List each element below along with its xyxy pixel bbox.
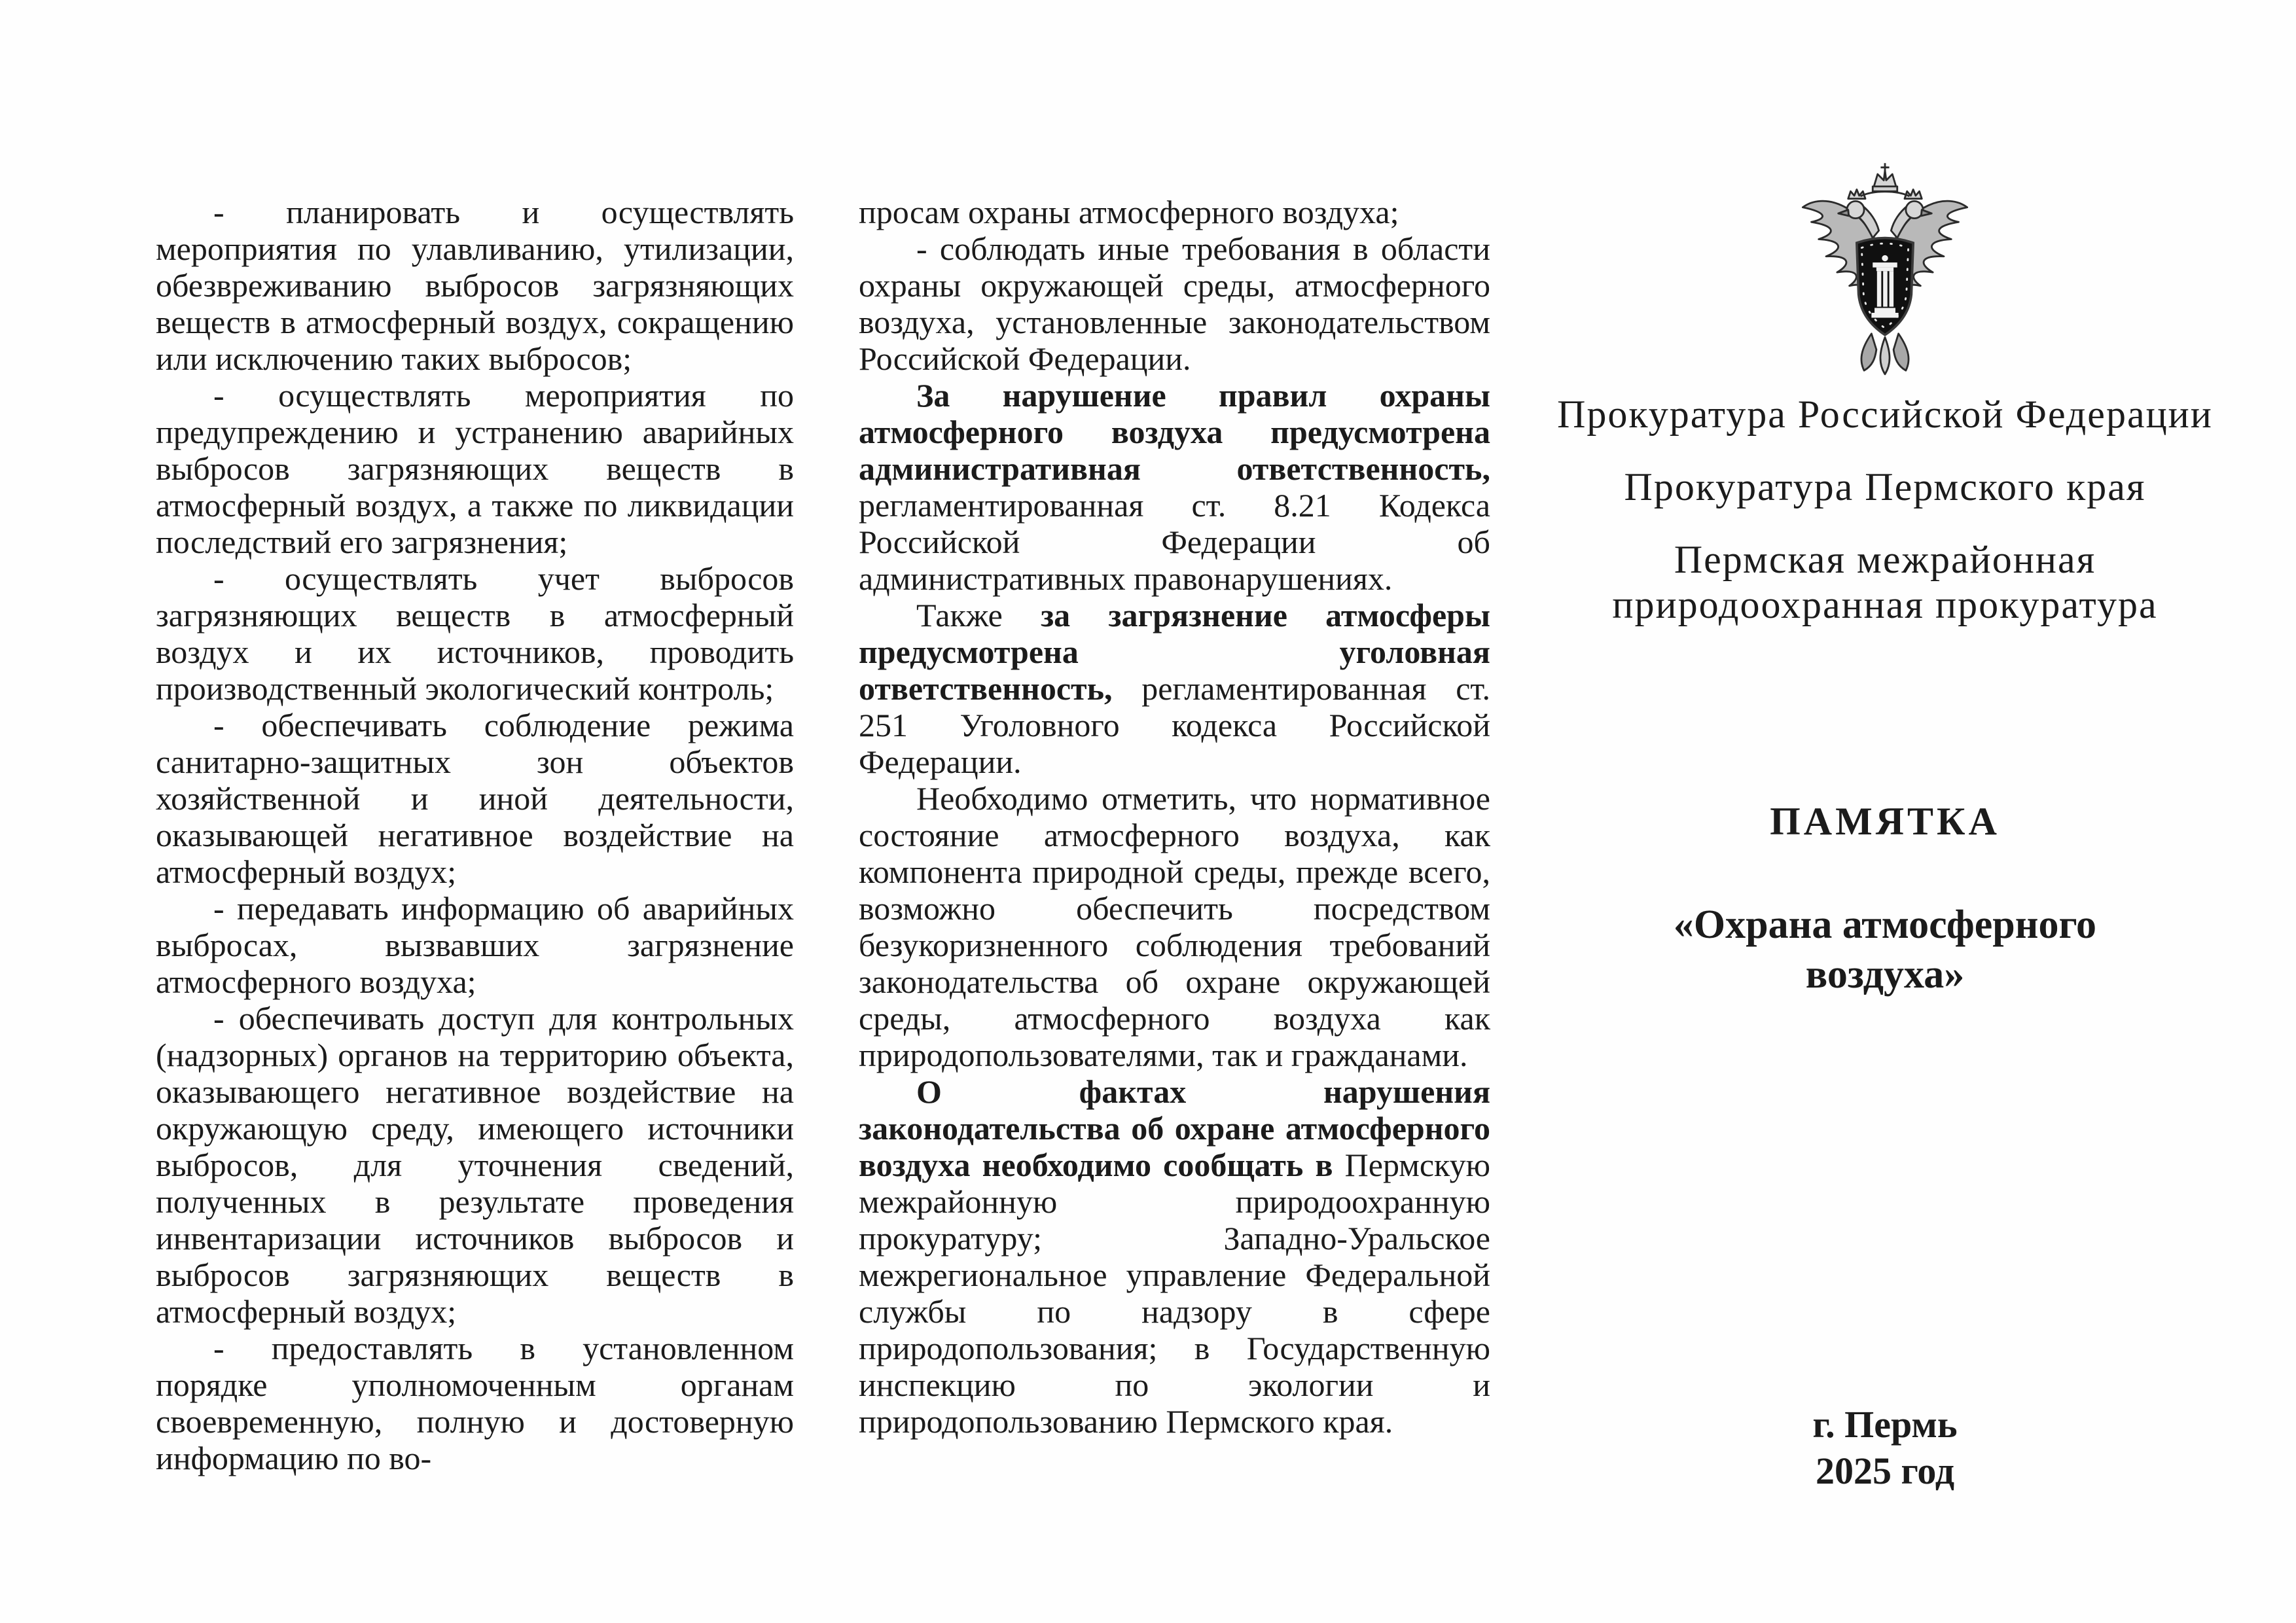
paragraph xyxy=(859,1073,1490,1440)
text-run: - передавать информацию об аварийных выбросах, вызвавших загрязнение атмосферного воздуха; xyxy=(156,890,794,1000)
org-line-federation: Прокуратура Российской Федерации xyxy=(1557,393,2213,436)
right-panel xyxy=(1525,156,2245,1495)
paragraph xyxy=(156,1330,794,1476)
year-line: 2025 год xyxy=(1815,1450,1955,1492)
text-run: - предоставлять в установленном порядке уполномоченным органам своевременную, полную и достоверную информацию по во- xyxy=(156,1330,794,1476)
paragraph xyxy=(859,377,1490,597)
text-run: - осуществлять учет выбросов загрязняющих веществ в атмосферный воздух и их источников, проводить производственный экологический контроль; xyxy=(156,560,794,707)
text-run-bold: за загрязнение атмосферы предусмотрена уголовная ответственность, xyxy=(859,597,1490,707)
text-run: Пермскую межрайонную природоохранную прокуратуру; Западно-Уральское межрегиональное управление Федеральной службы по надзору в сфере природопользования; в Государственную инспекцию по экологии и природопользованию Пермского края. xyxy=(859,1147,1490,1440)
org-line-interdistrict: Пермская межрайонная природоохранная прокуратура xyxy=(1612,538,2158,626)
paragraph xyxy=(156,194,794,377)
paragraph xyxy=(156,707,794,890)
text-run: регламентированная ст. 251 Уголовного кодекса Российской Федерации. xyxy=(859,670,1490,780)
prosecutor-emblem-icon xyxy=(1525,156,2245,382)
paragraph xyxy=(156,560,794,707)
text-run: Также xyxy=(916,597,1041,633)
paragraph xyxy=(859,230,1490,377)
paragraph xyxy=(156,1000,794,1330)
middle-column xyxy=(859,194,1490,1440)
paragraph xyxy=(859,597,1490,780)
text-run: - обеспечивать соблюдение режима санитарно-защитных зон объектов хозяйственной и иной деятельности, оказывающей негативное воздействие на атмосферный воздух; xyxy=(156,707,794,890)
text-run: регламентированная ст. 8.21 Кодекса Российской Федерации об административных правонарушениях. xyxy=(859,487,1490,597)
paragraph xyxy=(156,890,794,1000)
left-column xyxy=(156,194,794,1476)
text-run: Необходимо отметить, что нормативное состояние атмосферного воздуха, как компонента природной среды, прежде всего, возможно обеспечить посредством безукоризненного соблюдения требований законодательства об охране окружающей среды, атмосферного воздуха как природопользователями, так и гражданами. xyxy=(859,780,1490,1073)
paragraph xyxy=(156,377,794,560)
text-run: - обеспечивать доступ для контрольных (надзорных) органов на территорию объекта, оказывающего негативное воздействие на окружающую среду, имеющего источники выбросов, для уточнения сведений, полученных в результате проведения инвентаризации источников выбросов и выбросов загрязняющих веществ в атмосферный воздух; xyxy=(156,1000,794,1330)
text-run: - осуществлять мероприятия по предупреждению и устранению аварийных выбросов загрязняющих веществ в атмосферный воздух, а также по ликвидации последствий его загрязнения; xyxy=(156,377,794,560)
place-block xyxy=(1525,1402,2245,1495)
paragraph xyxy=(859,194,1490,230)
text-run: - планировать и осуществлять мероприятия по улавливанию, утилизации, обезвреживанию выбросов загрязняющих веществ в атмосферный воздух, сокращению или исключению таких выбросов; xyxy=(156,194,794,377)
text-run-bold: О фактах нарушения законодательства об охране атмосферного воздуха необходимо сообщать в xyxy=(859,1073,1490,1183)
memo-title: ПАМЯТКА xyxy=(1770,800,2000,843)
text-run: просам охраны атмосферного воздуха; xyxy=(859,194,1399,230)
text-run-bold: За нарушение правил охраны атмосферного воздуха предусмотрена административная ответственность, xyxy=(859,377,1490,487)
place-line: г. Пермь xyxy=(1812,1403,1958,1446)
paragraph xyxy=(859,780,1490,1073)
org-line-region: Прокуратура Пермского края xyxy=(1624,465,2146,508)
memo-subtitle: «Охрана атмосферного воздуха» xyxy=(1673,902,2097,997)
text-run: - соблюдать иные требования в области охраны окружающей среды, атмосферного воздуха, установленные законодательством Российской Федерации. xyxy=(859,230,1490,377)
